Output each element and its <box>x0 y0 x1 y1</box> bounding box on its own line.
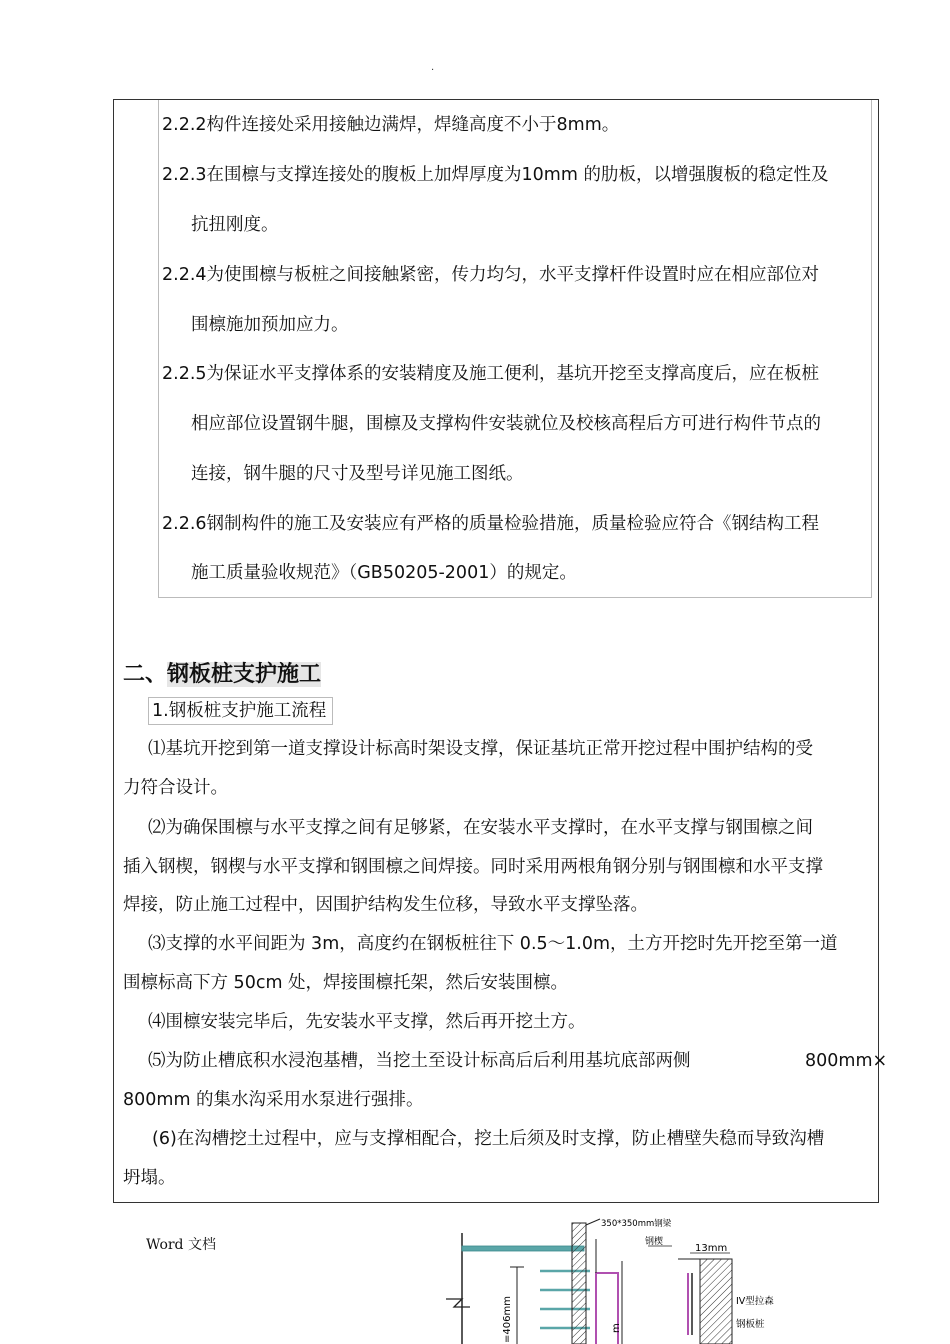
para-1-line1: ⑴基坑开挖到第一道支撑设计标高时架设支撑，保证基坑正常开挖过程中围护结构的受 <box>148 739 813 759</box>
para-4: ⑷围檩安装完毕后，先安装水平支撑，然后再开挖土方。 <box>148 1012 586 1032</box>
para-2-line1: ⑵为确保围檩与水平支撑之间有足够紧，在安装水平支撑时，在水平支撑与钢围檩之间 <box>148 818 813 838</box>
item-2-2-5-line1: 2.2.5为保证水平支撑体系的安装精度及施工便利，基坑开挖至支撑高度后，应在板桩 <box>162 364 820 384</box>
wedge-label: 钢楔 <box>645 1237 664 1247</box>
item-2-2-6-line2: 施工质量验收规范》（GB50205-2001）的规定。 <box>191 563 577 583</box>
item-2-2-2: 2.2.2构件连接处采用接触边满焊，焊缝高度不小于8mm。 <box>162 115 620 135</box>
para-5-dimension: 800mm× <box>805 1051 888 1071</box>
pile-label: 钢板桩 <box>736 1319 765 1330</box>
para-3-line1: ⑶支撑的水平间距为 3m，高度约在钢板桩往下 0.5～1.0m，土方开挖时先开挖至第一道 <box>148 934 838 954</box>
strut-main <box>462 1246 584 1251</box>
pile-type-label: IV型拉森 <box>736 1296 774 1307</box>
para-6-line2: 坍塌。 <box>123 1168 176 1188</box>
section-number: 二、 <box>123 662 168 687</box>
para-3-line2: 围檩标高下方 50cm 处，焊接围檩托架，然后安装围檩。 <box>123 973 569 993</box>
item-2-2-4-line2: 围檩施加预加应力。 <box>191 315 349 335</box>
item-2-2-3-line2: 抗扭刚度。 <box>191 215 279 235</box>
para-5-line2: 800mm 的集水沟采用水泵进行强排。 <box>123 1090 424 1110</box>
item-2-2-5-line3: 连接，钢牛腿的尺寸及型号详见施工图纸。 <box>191 464 524 484</box>
para-2-line3: 焊接，防止施工过程中，因围护结构发生位移，导致水平支撑坠落。 <box>123 895 648 915</box>
shoring-diagram <box>440 1215 780 1344</box>
header-dot: . <box>431 62 435 73</box>
gap-label: 13mm <box>695 1243 728 1254</box>
beam-label: 350*350mm钢梁 <box>601 1219 672 1229</box>
footer-label: Word 文档 <box>146 1237 216 1253</box>
item-2-2-5-line2: 相应部位设置钢牛腿，围檩及支撑构件安装就位及校核高程后方可进行构件节点的 <box>191 414 821 434</box>
soil-block <box>700 1259 732 1344</box>
item-2-2-3-line1: 2.2.3在围檩与支撑连接处的腹板上加焊厚度为10mm 的肋板，以增强腹板的稳定性及 <box>162 165 829 185</box>
para-5-line1: ⑸为防止槽底积水浸泡基槽，当挖土至设计标高后后利用基坑底部两侧 <box>148 1051 691 1071</box>
para-6-line1: (6)在沟槽挖土过程中，应与支撑相配合，挖土后须及时支撑，防止槽壁失稳而导致沟槽 <box>152 1129 825 1149</box>
subsection-title: 1.钢板桩支护施工流程 <box>148 697 333 725</box>
dimension-label: =406mm <box>502 1296 513 1343</box>
section-title: 钢板桩支护施工 <box>167 662 322 687</box>
para-2-line2: 插入钢楔，钢楔与水平支撑和钢围檩之间焊接。同时采用两根角钢分别与钢围檩和水平支撑 <box>123 857 823 877</box>
item-2-2-6-line1: 2.2.6钢制构件的施工及安装应有严格的质量检验措施，质量检验应符合《钢结构工程 <box>162 514 820 534</box>
m-label: m <box>611 1323 622 1333</box>
item-2-2-4-line1: 2.2.4为使围檩与板桩之间接触紧密，传力均匀，水平支撑杆件设置时应在相应部位对 <box>162 265 820 285</box>
break-symbol <box>446 1299 470 1307</box>
para-1-line2: 力符合设计。 <box>123 778 228 798</box>
section-heading <box>123 657 321 688</box>
waler-block <box>572 1223 586 1344</box>
